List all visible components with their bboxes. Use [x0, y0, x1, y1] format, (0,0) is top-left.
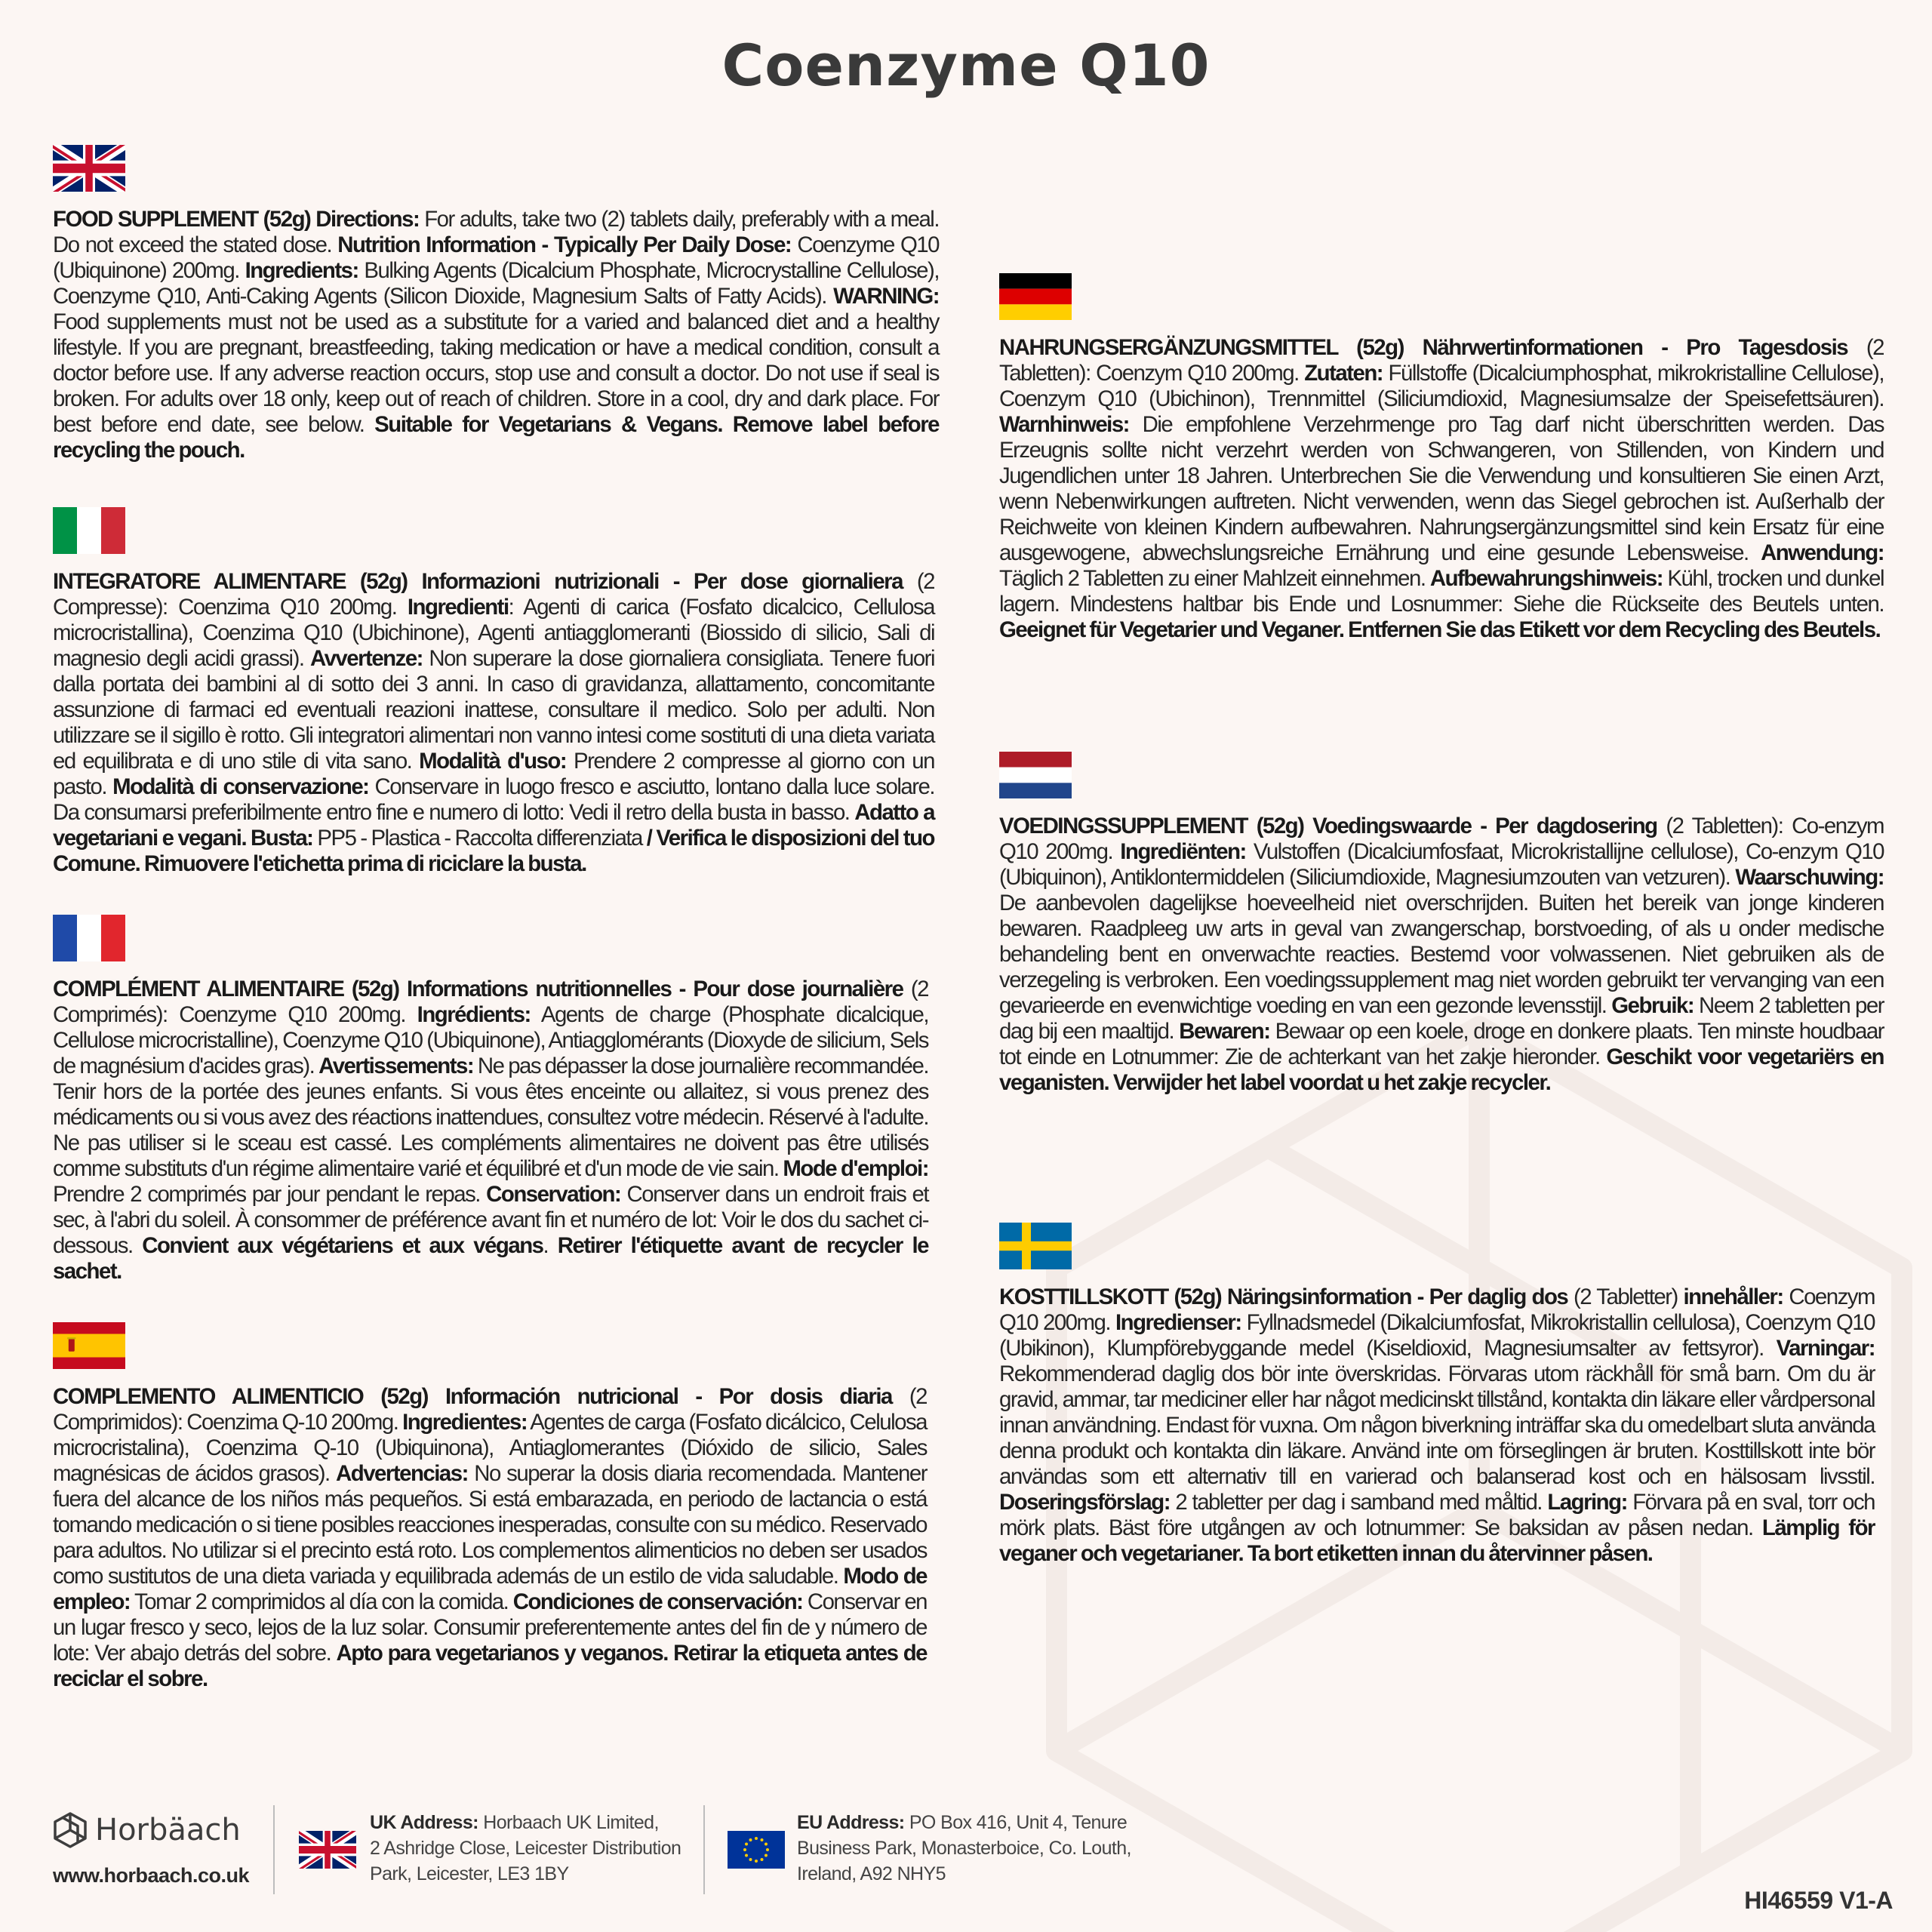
footer-divider [703, 1805, 705, 1894]
bold-run: Warnhinweis: [999, 412, 1129, 437]
spain-flag-icon [53, 1322, 125, 1369]
text-run: 2 tabletter per dag i samband med måltid. [1170, 1490, 1548, 1515]
text-run: : Agenti di carica (Fosfato dicalcico, Cellulosa microcristallina), Coenzima Q10 (Ubichinone), Agenti antiagglomeranti (Biossido di silicio, Sali di magnesio degli acidi grassi). [53, 595, 934, 671]
uk-address-line1: Horbaach UK Limited, [478, 1812, 659, 1833]
section-text [999, 335, 1884, 643]
text-run: Kühl, trocken und dunkel lagern. Mindestens haltbar bis Ende und Losnummer: Siehe die Rückseite des Beutels unten. [999, 566, 1884, 617]
section-text [999, 1284, 1875, 1567]
bold-run: Ingredienti [407, 595, 509, 620]
text-run: (2 Comprimidos): Coenzima Q-10 200mg. [53, 1384, 927, 1435]
bold-run: / Verifica le disposizioni del tuo Comune. Rimuovere l'etichetta prima di riciclare la busta. [53, 826, 934, 876]
product-code: HI46559 V1-A [1744, 1887, 1893, 1914]
bold-run: Ingredients: [245, 258, 358, 283]
text-run: Täglich 2 Tabletten zu einer Mahlzeit einnehmen. [999, 566, 1430, 591]
uk-flag-icon [299, 1831, 356, 1869]
eu-flag-icon [728, 1831, 785, 1869]
brand-logo [53, 1811, 241, 1849]
section-german [999, 273, 1884, 643]
text-run: Tomar 2 comprimidos al día con la comida. [130, 1589, 513, 1614]
text-run: (2 Tabletten): Co-enzym Q10 200mg. [999, 814, 1884, 864]
text-run: Prendre 2 comprimés par jour pendant le repas. [53, 1182, 487, 1207]
bold-run: Waarschuwing: [1735, 865, 1884, 890]
uk-address-line2: 2 Ashridge Close, Leicester Distribution [370, 1838, 681, 1859]
bold-run: Bewaren: [1179, 1019, 1270, 1044]
eu-address-label: EU Address: [797, 1812, 905, 1833]
section-text [53, 569, 934, 877]
netherlands-flag-icon [999, 752, 1072, 798]
website-link[interactable]: www.horbaach.co.uk [53, 1864, 250, 1887]
bold-run: Avvertenze: [309, 646, 423, 671]
text-run: (2 Tabletter) [1567, 1284, 1684, 1309]
bold-run: WARNING: [833, 284, 939, 309]
text-run: (2 Compresse): Coenzima Q10 200mg. [53, 569, 934, 620]
italy-flag-icon [53, 507, 125, 554]
bold-run: KOSTTILLSKOTT (52g) Näringsinformation - Per daglig dos [999, 1284, 1568, 1309]
eu-address [797, 1810, 1131, 1887]
text-run: No superar la dosis diaria recomendada. Mantener fuera del alcance de los niños más pequeños. Si está embarazada, en periodo de lactancia o está tomando medicación o si tiene posibles reacciones inesperadas, consulte con su médico. Reservado para adultos. No utilizar si el precinto está roto. Los complementos alimenticios no deben ser usados como sustitutos de una dieta variada y equilibrada además de un estilo de vida saludable. [53, 1461, 927, 1589]
bold-run: Ingredienser: [1115, 1310, 1241, 1335]
text-run: For adults, take two (2) tablets daily, preferably with a meal. Do not exceed the stated dose. [53, 207, 939, 257]
footer [0, 1796, 1932, 1932]
bold-run: Nutrition Information - Typically Per Daily Dose: [337, 232, 792, 257]
text-run: (2 Comprimés): Coenzyme Q10 200mg. [53, 977, 928, 1027]
bold-run: COMPLEMENTO ALIMENTICIO (52g) Información nutricional - Por dosis diaria [53, 1384, 892, 1409]
bold-run: Retirer l'étiquette avant de recycler le sachet. [53, 1233, 928, 1284]
bold-run: Anwendung: [1761, 540, 1884, 565]
bold-run: Doseringsförslag: [999, 1490, 1170, 1515]
bold-run: Varningar: [1776, 1336, 1875, 1361]
text-run: Rekommenderad daglig dos bör inte överskridas. Förvaras utom räckhåll för små barn. Om du är gravid, ammar, tar mediciner eller har något medicinskt tillstånd, kontakta din läkare eller vårdpersonal innan användning. Endast för vuxna. Om någon biverkning inträffar ska du omedelbart sluta använda denna produkt och kontakta din läkare. Använd inte om förseglingen är bruten. Kosttillskott inte bör användas som ett alternativ till en varierad och balanserad kost och en hälsosam livsstil. [999, 1361, 1875, 1489]
germany-flag-icon [999, 273, 1072, 320]
sweden-flag-icon [999, 1223, 1072, 1269]
text-run: Förvara på en sval, torr och mörk plats. Bäst före utgången av och lotnummer: Se baksidan av påsen nedan. [999, 1490, 1875, 1540]
section-spanish [53, 1322, 927, 1692]
text-run: Non superare la dose giornaliera consigliata. Tenere fuori dalla portata dei bambini al di sotto dei 3 anni. In caso di gravidanza, allattamento, concomitante assunzione di farmaci ed eventuali reazioni inattese, consultare il medico. Solo per adulti. Non utilizzare se il sigillo è rotto. Gli integratori alimentari non vanno intesi come sostituti di una dieta variata ed equilibrata e di uno stile di vita sano. [53, 646, 934, 774]
text-run: Füllstoffe (Dicalciumphosphat, mikrokristalline Cellulose), Coenzym Q10 (Ubichinon), Trennmittel (Siliciumdioxid, Magnesiumsalze der Speisefettsäuren). [999, 361, 1884, 411]
eu-address-line1: PO Box 416, Unit 4, Tenure [904, 1812, 1128, 1833]
bold-run: Suitable for Vegetarians & Vegans. Remove label before recycling the pouch. [53, 412, 939, 463]
text-run: Vulstoffen (Dicalciumfosfaat, Microkristallijne cellulose), Co-enzym Q10 (Ubiquinon), Antiklontermiddelen (Siliciumdioxide, Magnesiumzouten van vetzuren). [999, 839, 1884, 890]
bold-run: Aufbewahrungshinweis: [1429, 566, 1663, 591]
bold-run: Modalità d'uso: [419, 749, 567, 774]
bold-run: Advertencias: [336, 1461, 468, 1486]
text-run: . [543, 1233, 558, 1258]
section-text [53, 207, 939, 463]
hexagon-logo-icon [53, 1811, 88, 1849]
bold-run: Avertissements: [318, 1054, 474, 1078]
bold-run: Ingredientes: [402, 1410, 528, 1435]
uk-address [370, 1810, 681, 1887]
section-text [53, 1384, 927, 1692]
france-flag-icon [53, 915, 125, 961]
text-run: Conservare in luogo fresco e asciutto, lontano dalla luce solare. Da consumarsi preferibilmente entro fine e numero di lotto: Vedi il retro della busta in basso. [53, 774, 934, 825]
bold-run: VOEDINGSSUPPLEMENT (52g) Voedingswaarde - Per dagdosering [999, 814, 1657, 838]
bold-run: NAHRUNGSERGÄNZUNGSMITTEL (52g) Nährwertinformationen - Pro Tagesdosis [999, 335, 1848, 360]
text-run: Ne pas dépasser la dose journalière recommandée. Tenir hors de la portée des jeunes enfants. Si vous êtes enceinte ou allaitez, si vous prenez des médicaments ou si vous avez des réactions inattendues, consultez votre médecin. Réservé à l'adulte. Ne pas utiliser si le sceau est cassé. Les compléments alimentaires ne doivent pas être utilisés comme substituts d'un régime alimentaire varié et équilibré et d'un mode de vie sain. [53, 1054, 928, 1181]
eu-address-line3: Ireland, A92 NHY5 [797, 1863, 946, 1884]
uk-address-line3: Park, Leicester, LE3 1BY [370, 1863, 569, 1884]
text-run: Conservar en un lugar fresco y seco, lejos de la luz solar. Consumir preferentemente antes del fin de y número de lote: Ver abajo detrás del sobre. [53, 1589, 928, 1666]
bold-run: Convient aux végétariens et aux végans [142, 1233, 543, 1258]
text-run: De aanbevolen dagelijkse hoeveelheid niet overschrijden. Buiten het bereik van jonge kinderen bewaren. Raadpleeg uw arts in geval van zwangerschap, borstvoeding, of als u onder medische behandeling bent en onverwachte reacties. Bestemd voor volwassenen. Niet gebruiken als de verzegeling is verbroken. Een voedingssupplement mag niet worden gebruikt ter vervanging van een gevarieerde en evenwichtige voeding en van een gezonde levensstijl. [999, 891, 1884, 1018]
bold-run: COMPLÉMENT ALIMENTAIRE (52g) Informations nutritionnelles - Pour dose journalière [53, 977, 903, 1001]
footer-divider [273, 1805, 275, 1894]
bold-run: Ingrédients: [417, 1002, 531, 1027]
text-run: Food supplements must not be used as a substitute for a varied and balanced diet and a healthy lifestyle. If you are pregnant, breastfeeding, taking medication or have a medical condition, consult a doctor before use. If any adverse reaction occurs, stop use and consult a doctor. Do not use if seal is broken. For adults over 18 only, keep out of reach of children. Store in a cool, dry and dark place. For best before end date, see below. [53, 309, 939, 437]
bold-run: Mode d'emploi: [783, 1156, 928, 1181]
bold-run: Zutaten: [1304, 361, 1383, 386]
text-run: Agentes de carga (Fosfato dicálcico, Celulosa microcristalina), Coenzima Q-10 (Ubiquinona), Antiaglomerantes (Dióxido de silicio, Sales magnésicas de ácidos grasos). [53, 1410, 927, 1486]
text-run: Bewaar op een koele, droge en donkere plaats. Ten minste houdbaar tot einde en Lotnummer: Zie de achterkant van het zakje hieronder. [999, 1019, 1884, 1069]
section-dutch [999, 752, 1884, 1096]
bold-run: Adatto a vegetariani e vegani. Busta: [53, 800, 934, 851]
section-english [53, 145, 939, 463]
brand-name: Horbäach [95, 1813, 241, 1847]
bold-run: FOOD SUPPLEMENT (52g) Directions: [53, 207, 420, 232]
text-run: Coenzym Q10 200mg. [999, 1284, 1875, 1335]
section-french [53, 915, 928, 1284]
bold-run: Conservation: [486, 1182, 621, 1207]
bold-run: Ingrediënten: [1120, 839, 1246, 864]
page-title: Coenzyme Q10 [721, 32, 1211, 99]
text-run: (2 Tabletten): Coenzym Q10 200mg. [999, 335, 1884, 386]
text-run: Neem 2 tabletten per dag bij een maaltijd. [999, 993, 1884, 1044]
eu-address-line2: Business Park, Monasterboice, Co. Louth, [797, 1838, 1131, 1859]
bold-run: Geschikt voor vegetariërs en veganisten. Verwijder het label voordat u het zakje recycler. [999, 1044, 1884, 1095]
bold-run: Apto para vegetarianos y veganos. Retirar la etiqueta antes de reciclar el sobre. [53, 1641, 927, 1691]
bold-run: INTEGRATORE ALIMENTARE (52g) Informazioni nutrizionali - Per dose giornaliera [53, 569, 903, 594]
bold-run: Modo de empleo: [53, 1564, 927, 1614]
uk-flag-icon [53, 145, 125, 192]
text-run: PP5 - Plastica - Raccolta differenziata [312, 826, 647, 851]
text-run: Coenzyme Q10 (Ubiquinone) 200mg. [53, 232, 939, 283]
uk-address-label: UK Address: [370, 1812, 478, 1833]
text-run: Fyllnadsmedel (Dikalciumfosfat, Mikrokristallin cellulosa), Coenzym Q10 (Ubikinon), Klumpförebyggande medel (Kiseldioxid, Magnesiumsalter av fettsyror). [999, 1310, 1875, 1361]
section-italian [53, 507, 934, 877]
text-run: Die empfohlene Verzehrmenge pro Tag darf nicht überschritten werden. Das Erzeugnis sollte nicht verzehrt werden von Schwangeren, von Stillenden, von Kindern und Jugendlichen unter 18 Jahren. Unterbrechen Sie die Verwendung und konsultieren Sie einen Arzt, wenn Nebenwirkungen auftreten. Nicht verwenden, wenn das Siegel gebrochen ist. Außerhalb der Reichweite von kleinen Kindern aufbewahren. Nahrungsergänzungsmittel sind kein Ersatz für eine ausgewogene, abwechslungsreiche Ernährung und eine gesunde Lebensweise. [999, 412, 1884, 565]
section-text [999, 814, 1884, 1096]
bold-run: innehåller: [1683, 1284, 1783, 1309]
bold-run: Modalità di conservazione: [112, 774, 369, 799]
bold-run: Lämplig för veganer och vegetarianer. Ta bort etiketten innan du återvinner påsen. [999, 1515, 1875, 1566]
text-run: Bulking Agents (Dicalcium Phosphate, Microcrystalline Cellulose), Coenzyme Q10, Anti-Caking Agents (Silicon Dioxide, Magnesium Salts of Fatty Acids). [53, 258, 939, 309]
bold-run: Lagring: [1547, 1490, 1627, 1515]
bold-run: Gebruik: [1611, 993, 1694, 1018]
text-run: Agents de charge (Phosphate dicalcique, Cellulose microcristalline), Coenzyme Q10 (Ubiquinone), Antiagglomérants (Dioxyde de silicium, Sels de magnésium d'acides gras). [53, 1002, 928, 1078]
bold-run: Condiciones de conservación: [512, 1589, 803, 1614]
section-swedish [999, 1223, 1875, 1567]
text-run: Conserver dans un endroit frais et sec, à l'abri du soleil. À consommer de préférence avant fin et numéro de lot: Voir le dos du sachet ci-dessous. [53, 1182, 928, 1258]
text-run: Prendere 2 compresse al giorno con un pasto. [53, 749, 934, 799]
section-text [53, 977, 928, 1284]
bold-run: Geeignet für Vegetarier und Veganer. Entfernen Sie das Etikett vor dem Recycling des Beutels. [999, 617, 1881, 642]
